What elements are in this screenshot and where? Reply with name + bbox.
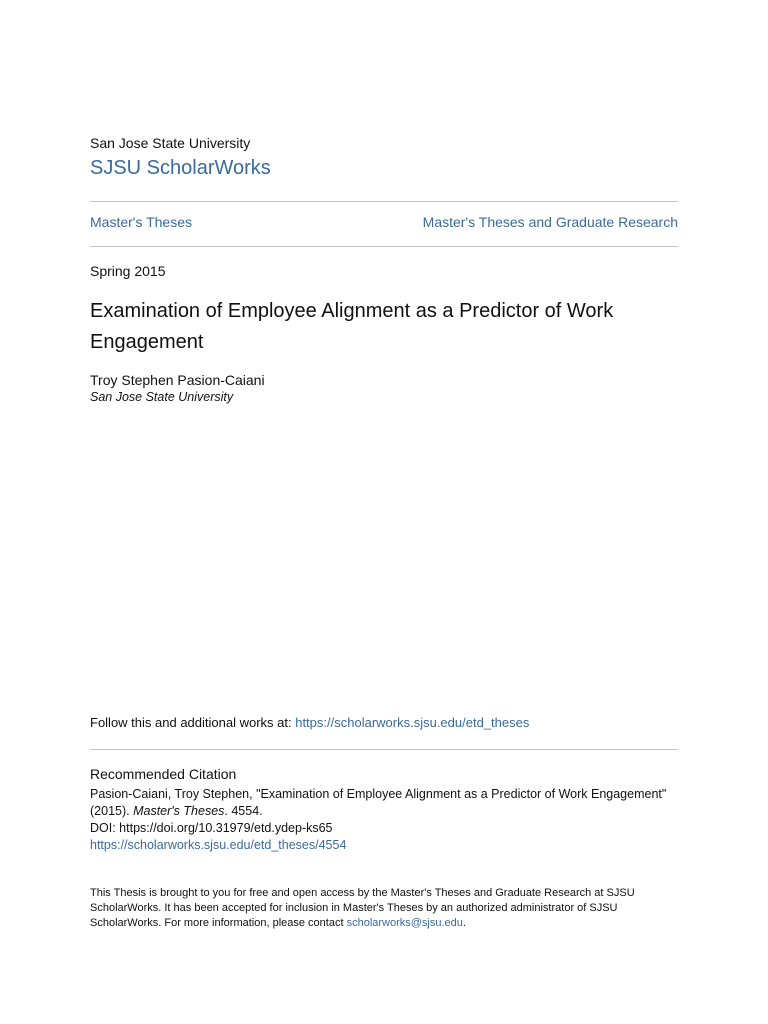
follow-text: Follow this and additional works at: — [90, 715, 296, 730]
collection-link-masters-theses[interactable]: Master's Theses — [90, 214, 193, 230]
citation-line-2 — [90, 803, 678, 820]
citation-number: . 4554. — [224, 804, 263, 818]
divider-top — [90, 201, 678, 202]
institution-name: San Jose State University — [90, 135, 251, 151]
citation-line-1: Pasion-Caiani, Troy Stephen, "Examination of Employee Alignment as a Predictor of Work Engagement" — [90, 787, 667, 801]
author-affiliation: San Jose State University — [90, 390, 234, 404]
citation-series: Master's Theses — [133, 804, 225, 818]
divider-nav — [90, 246, 678, 247]
citation-doi: DOI: https://doi.org/10.31979/etd.ydep-ks65 — [90, 821, 333, 835]
access-notice-text: This Thesis is brought to you for free and open access by the Master's Theses and Graduate Research at SJSU ScholarWorks. It has been accepted for inclusion in Master's Theses by an authorized administrator of SJSU ScholarWorks. For more information, please contact — [90, 887, 635, 929]
document-title: Examination of Employee Alignment as a Predictor of Work Engagement — [90, 300, 614, 353]
divider-citation — [90, 749, 678, 750]
follow-link[interactable]: https://scholarworks.sjsu.edu/etd_theses — [295, 715, 530, 730]
repository-link[interactable]: SJSU ScholarWorks — [90, 157, 271, 179]
collection-link-graduate-research[interactable]: Master's Theses and Graduate Research — [422, 214, 678, 230]
cover-page — [90, 0, 678, 1024]
citation-link[interactable]: https://scholarworks.sjsu.edu/etd_theses/4554 — [90, 838, 347, 852]
contact-email-link[interactable]: scholarworks@sjsu.edu — [346, 917, 463, 929]
citation-year: (2015). — [90, 804, 134, 818]
citation-block — [90, 786, 678, 854]
author-name: Troy Stephen Pasion-Caiani — [90, 372, 265, 388]
access-notice — [90, 886, 678, 931]
publication-date: Spring 2015 — [90, 263, 166, 279]
follow-line — [90, 715, 529, 730]
citation-heading: Recommended Citation — [90, 766, 237, 782]
access-notice-end: . — [462, 917, 466, 929]
